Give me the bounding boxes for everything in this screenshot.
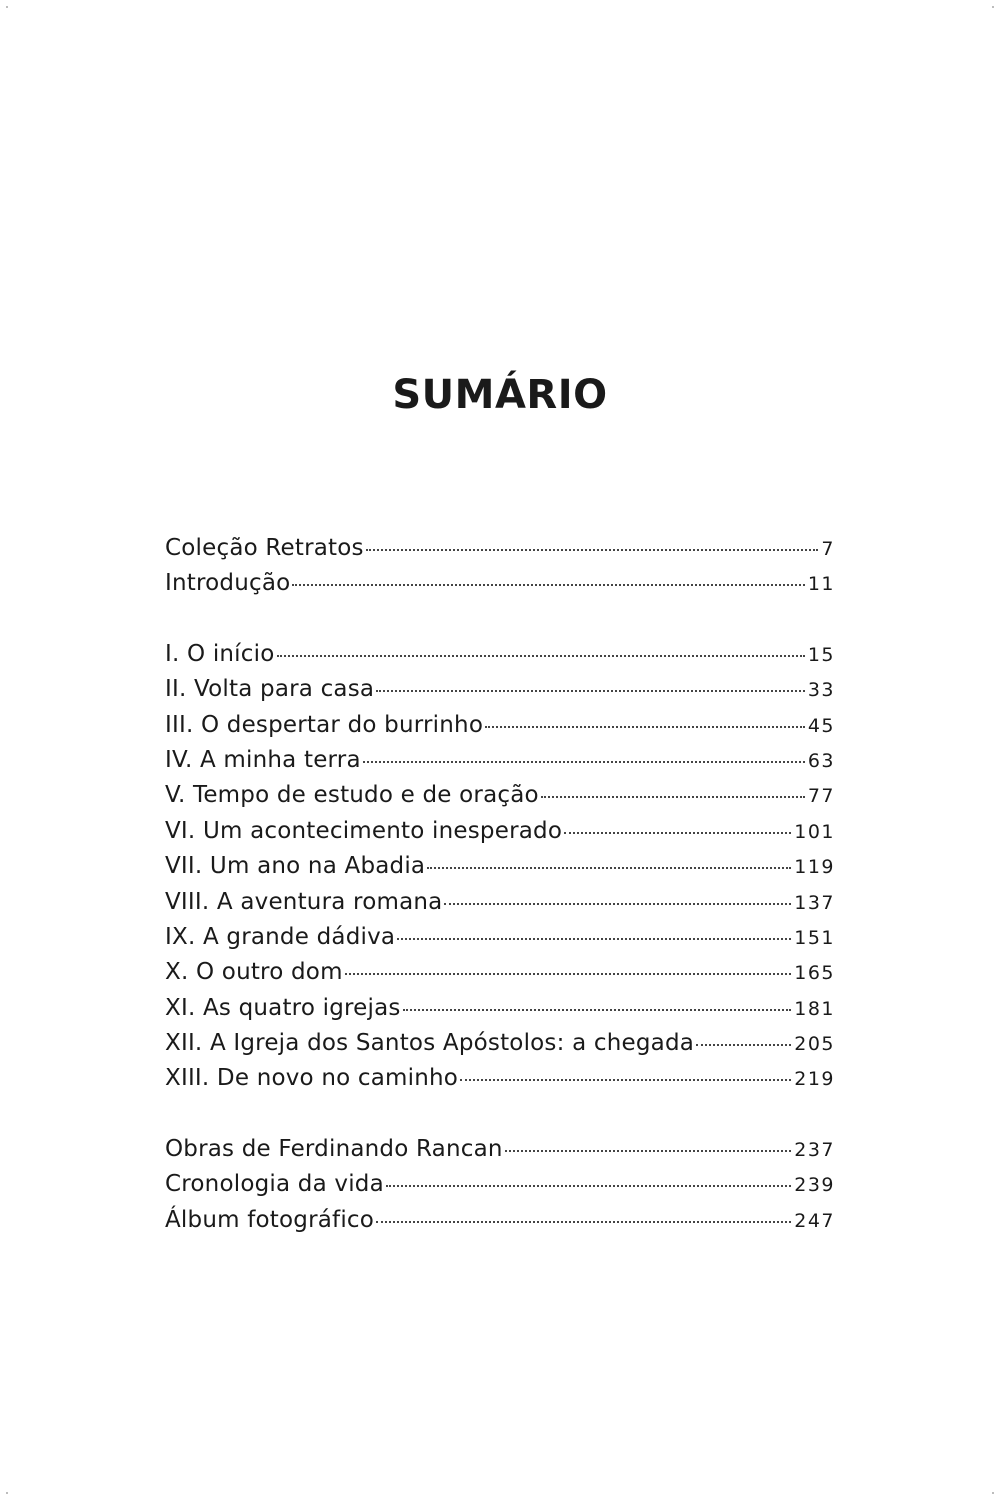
toc-entry-page-number: 239	[794, 1174, 835, 1197]
toc-entry	[165, 1030, 835, 1065]
toc-entry-page-number: 151	[794, 926, 835, 949]
toc-entry	[165, 676, 835, 711]
toc-entry	[165, 995, 835, 1030]
toc-entry-page-number: 15	[807, 643, 835, 666]
toc-entry-title: I. O início	[165, 640, 275, 667]
toc-entry-title: VII. Um ano na Abadia	[165, 853, 426, 880]
toc-entry-title: IV. A minha terra	[165, 746, 361, 773]
toc-entry-page-number: 101	[794, 820, 835, 843]
dot-leader	[541, 796, 805, 798]
dot-leader	[277, 655, 805, 657]
toc-entry-title: Coleção Retratos	[165, 535, 364, 561]
toc-entry	[165, 818, 835, 853]
toc-entry-title: VIII. A aventura romana	[165, 888, 443, 915]
dot-leader	[460, 1079, 791, 1081]
toc-entry	[165, 641, 835, 676]
dot-leader	[386, 1185, 791, 1187]
toc-entry	[165, 570, 835, 605]
toc-entry	[165, 1065, 835, 1100]
dot-leader	[444, 903, 791, 905]
dot-leader	[345, 973, 792, 975]
dot-leader	[363, 761, 805, 763]
toc-entry	[165, 924, 835, 959]
toc-entry-title: Introdução	[165, 570, 291, 597]
dot-leader	[376, 1221, 791, 1223]
toc-entry-title: Obras de Ferdinando Rancan	[165, 1135, 503, 1162]
toc-entry	[165, 747, 835, 782]
toc-entry-page-number: 137	[794, 891, 835, 914]
toc-entry-page-number: 7	[821, 538, 835, 560]
toc-section	[165, 1136, 835, 1242]
toc-entry-title: X. O outro dom	[165, 959, 343, 986]
toc-entry-page-number: 181	[794, 997, 835, 1020]
crop-mark	[6, 6, 8, 8]
toc-entry-page-number: 219	[794, 1068, 835, 1091]
toc-entry-page-number: 63	[807, 749, 835, 772]
toc-entry	[165, 1207, 835, 1242]
toc-section	[165, 535, 835, 606]
toc-entry	[165, 959, 835, 994]
toc-entry-page-number: 205	[794, 1033, 835, 1056]
dot-leader	[403, 1009, 792, 1011]
toc-entry	[165, 853, 835, 888]
toc-entry-page-number: 77	[807, 785, 835, 808]
toc-entry-title: XIII. De novo no caminho	[165, 1065, 459, 1092]
toc-section	[165, 641, 835, 1101]
toc-entry-title: Cronologia da vida	[165, 1171, 384, 1198]
toc-entry-page-number: 11	[807, 573, 835, 596]
toc-entry-title: V. Tempo de estudo e de oração	[165, 782, 539, 809]
dot-leader	[397, 938, 791, 940]
dot-leader	[376, 690, 805, 692]
dot-leader	[427, 867, 791, 869]
toc-entry-page-number: 119	[794, 856, 835, 879]
toc-entry	[165, 1136, 835, 1171]
dot-leader	[564, 832, 791, 834]
dot-leader	[505, 1150, 792, 1152]
toc-entry-page-number: 45	[807, 714, 835, 737]
toc-entry-page-number: 165	[794, 962, 835, 985]
toc-entry-page-number: 247	[794, 1209, 835, 1232]
dot-leader	[292, 584, 804, 586]
toc-entry	[165, 1171, 835, 1206]
page-title: SUMÁRIO	[392, 372, 608, 418]
toc-entry-title: VI. Um acontecimento inesperado	[165, 817, 563, 844]
toc-entry-page-number: 237	[794, 1138, 835, 1161]
toc-entry-title: XI. As quatro igrejas	[165, 994, 401, 1021]
toc-entry	[165, 889, 835, 924]
toc-entry-title: II. Volta para casa	[165, 676, 375, 703]
toc-entry	[165, 712, 835, 747]
table-of-contents	[165, 535, 835, 1242]
crop-mark	[992, 1492, 994, 1494]
toc-entry-page-number: 33	[807, 679, 835, 702]
toc-entry-title: XII. A Igreja dos Santos Apóstolos: a chegada	[165, 1030, 695, 1057]
toc-entry-title: III. O despertar do burrinho	[165, 711, 484, 738]
toc-entry-title: IX. A grande dádiva	[165, 923, 396, 950]
crop-mark	[992, 6, 994, 8]
dot-leader	[696, 1044, 791, 1046]
toc-entry-title: Álbum fotográfico	[165, 1206, 375, 1233]
dot-leader	[366, 549, 819, 551]
toc-entry	[165, 782, 835, 817]
crop-mark	[6, 1492, 8, 1494]
dot-leader	[485, 726, 805, 728]
toc-entry	[165, 535, 835, 570]
